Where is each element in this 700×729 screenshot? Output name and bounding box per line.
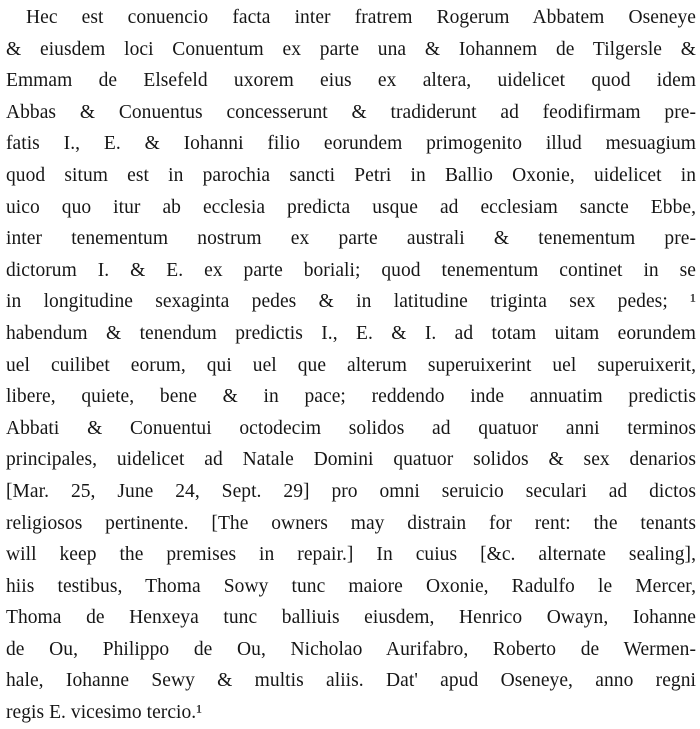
text-line: uel cuilibet eorum, qui uel que alterum superuixerint uel superuixerit, (6, 354, 696, 376)
text-line: fatis I., E. & Iohanni filio eorundem primogenito illud mesuagium (6, 133, 696, 155)
text-line: quod situm est in parochia sancti Petri in Ballio Oxonie, uidelicet in (6, 164, 696, 186)
text-line: religiosos pertinente. [The owners may distrain for rent: the tenants (6, 512, 696, 534)
text-line: Hec est conuencio facta inter fratrem Rogerum Abbatem Oseneye (26, 7, 696, 28)
text-line: Emmam de Elsefeld uxorem eius ex altera, uidelicet quod idem (6, 70, 696, 92)
text-line: uico quo itur ab ecclesia predicta usque ad ecclesiam sancte Ebbe, (6, 196, 696, 218)
text-line: will keep the premises in repair.] In cuius [&c. alternate sealing], (6, 544, 696, 566)
text-line: libere, quiete, bene & in pace; reddendo inde annuatim predictis (6, 386, 696, 408)
text-line: hiis testibus, Thoma Sowy tunc maiore Oxonie, Radulfo le Mercer, (6, 575, 696, 597)
text-line: principales, uidelicet ad Natale Domini quatuor solidos & sex denarios (6, 449, 696, 471)
text-line: Thoma de Henxeya tunc balliuis eiusdem, Henrico Owayn, Iohanne (6, 607, 696, 629)
text-line: [Mar. 25, June 24, Sept. 29] pro omni seruicio seculari ad dictos (6, 480, 696, 502)
text-line: hale, Iohanne Sewy & multis aliis. Dat' apud Oseneye, anno regni (6, 670, 696, 692)
charter-text-block (6, 2, 696, 729)
text-line: de Ou, Philippo de Ou, Nicholao Aurifabro, Roberto de Wermen- (6, 638, 696, 660)
text-line: Abbati & Conuentui octodecim solidos ad quatuor anni terminos (6, 417, 696, 439)
text-line: & eiusdem loci Conuentum ex parte una & Iohannem de Tilgersle & (6, 38, 696, 60)
text-line: Abbas & Conuentus concesserunt & tradiderunt ad feodifirmam pre- (6, 101, 696, 123)
text-line: dictorum I. & E. ex parte boriali; quod tenementum continet in se (6, 259, 696, 281)
text-line: habendum & tenendum predictis I., E. & I. ad totam uitam eorundem (6, 322, 696, 344)
text-line: inter tenementum nostrum ex parte australi & tenementum pre- (6, 228, 696, 250)
text-line: regis E. vicesimo tercio.¹ (6, 702, 203, 724)
text-line: in longitudine sexaginta pedes & in latitudine triginta sex pedes; ¹ (6, 291, 696, 313)
